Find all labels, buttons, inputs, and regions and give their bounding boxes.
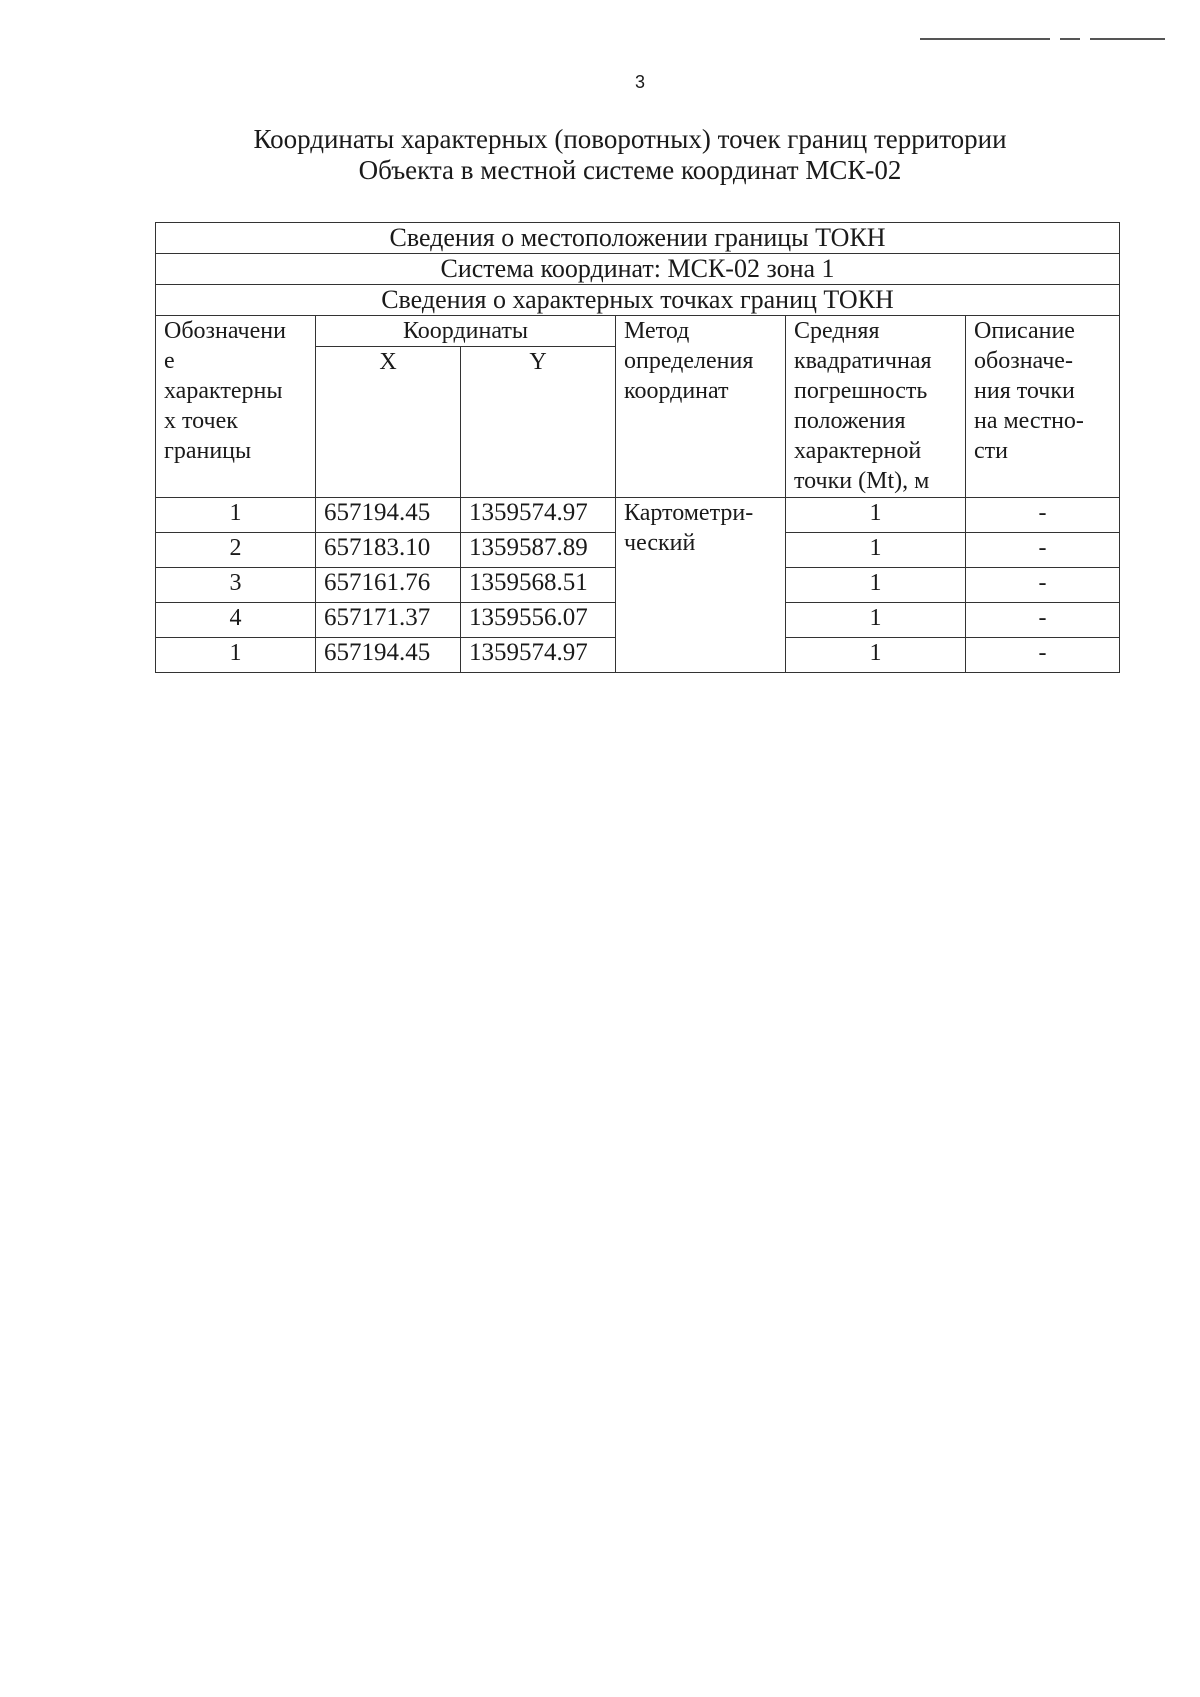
cell-error: 1 <box>786 533 966 568</box>
header-point-description: Описание обозначе- ния точки на местно- сти <box>966 316 1120 498</box>
coordinates-table <box>155 222 1120 673</box>
title-line: Объекта в местной системе координат МСК-02 <box>358 155 902 185</box>
cell-y: 1359574.97 <box>461 638 616 673</box>
band-coordinate-system: Система координат: МСК-02 зона 1 <box>156 254 1120 285</box>
cell-error: 1 <box>786 568 966 603</box>
page-number: 3 <box>634 72 645 92</box>
cell-y: 1359556.07 <box>461 603 616 638</box>
cell-y: 1359568.51 <box>461 568 616 603</box>
table-band-row <box>156 254 1120 285</box>
cell-point: 2 <box>156 533 316 568</box>
cell-description: - <box>966 533 1120 568</box>
band-location: Сведения о местоположении границы ТОКН <box>156 223 1120 254</box>
cell-point: 4 <box>156 603 316 638</box>
cell-description: - <box>966 638 1120 673</box>
band-points-info: Сведения о характерных точках границ ТОКН <box>156 285 1120 316</box>
scan-artifact-line <box>1090 38 1165 40</box>
cell-error: 1 <box>786 603 966 638</box>
cell-error: 1 <box>786 638 966 673</box>
cell-description: - <box>966 603 1120 638</box>
cell-point: 1 <box>156 638 316 673</box>
cell-x: 657161.76 <box>316 568 461 603</box>
document-title <box>180 124 1080 186</box>
header-x: X <box>316 347 461 498</box>
scan-artifact-line <box>920 38 1050 40</box>
cell-x: 657194.45 <box>316 498 461 533</box>
table-header-row <box>156 316 1120 347</box>
cell-x: 657171.37 <box>316 603 461 638</box>
cell-point: 1 <box>156 498 316 533</box>
header-point-designation: Обозначени е характерны х точек границы <box>156 316 316 498</box>
header-mean-error: Средняя квадратичная погрешность положения характерной точки (Mt), м <box>786 316 966 498</box>
title-line: Координаты характерных (поворотных) точек границ территории <box>253 124 1007 154</box>
table-row <box>156 498 1120 533</box>
header-method: Метод определения координат <box>616 316 786 498</box>
cell-x: 657183.10 <box>316 533 461 568</box>
header-y: Y <box>461 347 616 498</box>
cell-x: 657194.45 <box>316 638 461 673</box>
cell-y: 1359574.97 <box>461 498 616 533</box>
cell-y: 1359587.89 <box>461 533 616 568</box>
table-band-row <box>156 285 1120 316</box>
header-coordinates: Координаты <box>316 316 616 347</box>
cell-point: 3 <box>156 568 316 603</box>
cell-method: Картометри- ческий <box>616 498 786 673</box>
cell-description: - <box>966 498 1120 533</box>
scan-artifact-line <box>1060 38 1080 40</box>
cell-description: - <box>966 568 1120 603</box>
table-band-row <box>156 223 1120 254</box>
cell-error: 1 <box>786 498 966 533</box>
